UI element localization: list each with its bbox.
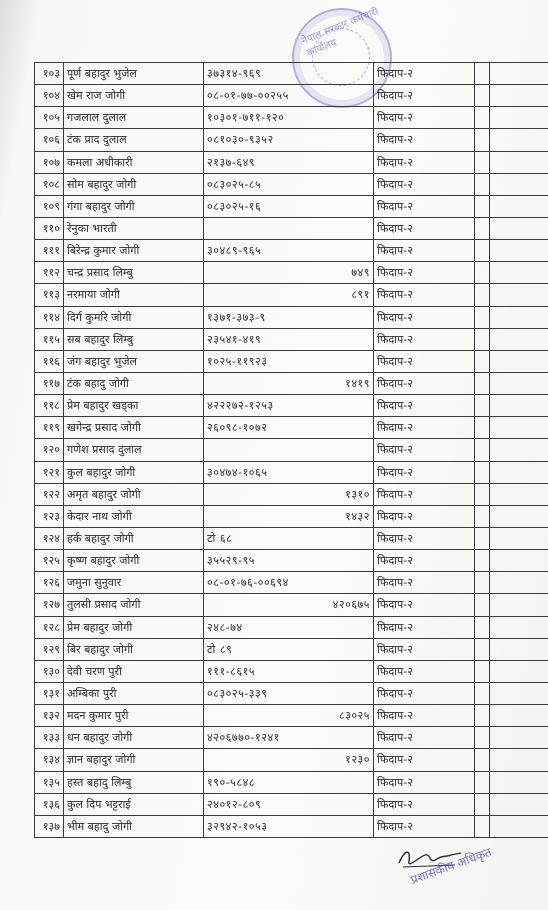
post-cell: फिदाप-२ bbox=[374, 173, 475, 195]
post-cell: फिदाप-२ bbox=[374, 705, 475, 727]
blank-cell bbox=[490, 173, 548, 195]
serial-number-cell: १३७ bbox=[35, 815, 64, 837]
citizenship-number-cell: ३०४८९-९६५ bbox=[204, 240, 374, 262]
name-cell: गणेश प्रसाद दुलाल bbox=[64, 439, 204, 461]
blank-cell bbox=[490, 616, 548, 638]
table-row bbox=[35, 306, 548, 328]
blank-cell bbox=[490, 395, 548, 417]
post-cell: फिदाप-२ bbox=[374, 417, 475, 439]
blank-cell bbox=[475, 550, 490, 572]
name-cell: जमुना सुनुवार bbox=[64, 572, 204, 594]
blank-cell bbox=[490, 505, 548, 527]
serial-number-cell: ११५ bbox=[35, 328, 64, 350]
citizenship-number-cell: २४८-७४ bbox=[204, 616, 374, 638]
citizenship-number-cell: १३१० bbox=[204, 483, 374, 505]
blank-cell bbox=[475, 129, 490, 151]
blank-cell bbox=[475, 328, 490, 350]
table-row bbox=[35, 572, 548, 594]
citizenship-number-cell: ३७३१४-९६९ bbox=[204, 63, 374, 85]
citizenship-number-cell: २३५४१-४१९ bbox=[204, 328, 374, 350]
citizenship-number-cell: ७४९ bbox=[204, 262, 374, 284]
blank-cell bbox=[475, 306, 490, 328]
blank-cell bbox=[475, 63, 490, 85]
table-row bbox=[35, 505, 548, 527]
serial-number-cell: ११४ bbox=[35, 306, 64, 328]
post-cell: फिदाप-२ bbox=[374, 594, 475, 616]
table-row bbox=[35, 705, 548, 727]
blank-cell bbox=[490, 682, 548, 704]
blank-cell bbox=[475, 240, 490, 262]
citizenship-number-cell: १२३० bbox=[204, 749, 374, 771]
post-cell: फिदाप-२ bbox=[374, 572, 475, 594]
post-cell: फिदाप-२ bbox=[374, 217, 475, 239]
employee-ledger-table bbox=[34, 62, 548, 838]
post-cell: फिदाप-२ bbox=[374, 395, 475, 417]
post-cell: फिदाप-२ bbox=[374, 682, 475, 704]
blank-cell bbox=[475, 173, 490, 195]
blank-cell bbox=[475, 705, 490, 727]
blank-cell bbox=[490, 660, 548, 682]
blank-cell bbox=[475, 217, 490, 239]
name-cell: तुलसी प्रसाद जोगी bbox=[64, 594, 204, 616]
table-row bbox=[35, 616, 548, 638]
serial-number-cell: १३५ bbox=[35, 771, 64, 793]
citizenship-number-cell: २६०९८-१०७२ bbox=[204, 417, 374, 439]
post-cell: फिदाप-२ bbox=[374, 328, 475, 350]
table-row bbox=[35, 417, 548, 439]
name-cell: पूर्ण बहादुर भुजेल bbox=[64, 63, 204, 85]
name-cell: हस्त बहादु लिम्बु bbox=[64, 771, 204, 793]
name-cell: अम्बिका पुरी bbox=[64, 682, 204, 704]
table-row bbox=[35, 682, 548, 704]
blank-cell bbox=[475, 372, 490, 394]
citizenship-number-cell: ०८३०२५-३३९ bbox=[204, 682, 374, 704]
table-row bbox=[35, 594, 548, 616]
citizenship-number-cell: ४२०६७५ bbox=[204, 594, 374, 616]
citizenship-number-cell: ०८-०१-७७-००२५५ bbox=[204, 85, 374, 107]
blank-cell bbox=[475, 350, 490, 372]
table-row bbox=[35, 350, 548, 372]
table-row bbox=[35, 129, 548, 151]
blank-cell bbox=[475, 527, 490, 549]
citizenship-number-cell: ४२०६७७०-१२४१ bbox=[204, 727, 374, 749]
post-cell: फिदाप-२ bbox=[374, 284, 475, 306]
serial-number-cell: १०६ bbox=[35, 129, 64, 151]
name-cell: कुल दिप भट्टराई bbox=[64, 793, 204, 815]
name-cell: कृष्ण बहादुर जोगी bbox=[64, 550, 204, 572]
blank-cell bbox=[475, 151, 490, 173]
serial-number-cell: १०५ bbox=[35, 107, 64, 129]
serial-number-cell: ११८ bbox=[35, 395, 64, 417]
name-cell: प्रेम बहादुर जोगी bbox=[64, 616, 204, 638]
blank-cell bbox=[490, 461, 548, 483]
post-cell: फिदाप-२ bbox=[374, 550, 475, 572]
name-cell: नरमाया जोगी bbox=[64, 284, 204, 306]
name-cell: प्रेम बहादुर खड्का bbox=[64, 395, 204, 417]
table-row bbox=[35, 461, 548, 483]
post-cell: फिदाप-२ bbox=[374, 815, 475, 837]
blank-cell bbox=[475, 616, 490, 638]
table-row bbox=[35, 85, 548, 107]
serial-number-cell: १२० bbox=[35, 439, 64, 461]
blank-cell bbox=[475, 483, 490, 505]
table-row bbox=[35, 395, 548, 417]
post-cell: फिदाप-२ bbox=[374, 439, 475, 461]
blank-cell bbox=[475, 505, 490, 527]
post-cell: फिदाप-२ bbox=[374, 793, 475, 815]
table-row bbox=[35, 372, 548, 394]
post-cell: फिदाप-२ bbox=[374, 63, 475, 85]
blank-cell bbox=[490, 328, 548, 350]
serial-number-cell: १२८ bbox=[35, 616, 64, 638]
citizenship-number-cell: १९०-५८४८ bbox=[204, 771, 374, 793]
serial-number-cell: १२९ bbox=[35, 638, 64, 660]
post-cell: फिदाप-२ bbox=[374, 107, 475, 129]
name-cell: कमला अधीकारी bbox=[64, 151, 204, 173]
name-cell: जंग बहादुर भुजेल bbox=[64, 350, 204, 372]
table-row bbox=[35, 107, 548, 129]
citizenship-number-cell: ४२२२७२-१२५३ bbox=[204, 395, 374, 417]
blank-cell bbox=[475, 749, 490, 771]
serial-number-cell: १२१ bbox=[35, 461, 64, 483]
name-cell: केदार नाथ जोगी bbox=[64, 505, 204, 527]
name-cell: कुल बहादुर जोगी bbox=[64, 461, 204, 483]
blank-cell bbox=[490, 550, 548, 572]
citizenship-number-cell: ०८३०२५-१६ bbox=[204, 195, 374, 217]
blank-cell bbox=[490, 793, 548, 815]
blank-cell bbox=[475, 395, 490, 417]
table-row bbox=[35, 328, 548, 350]
post-cell: फिदाप-२ bbox=[374, 195, 475, 217]
post-cell: फिदाप-२ bbox=[374, 616, 475, 638]
name-cell: दिर्ग कुमरि जोगी bbox=[64, 306, 204, 328]
blank-cell bbox=[475, 262, 490, 284]
post-cell: फिदाप-२ bbox=[374, 638, 475, 660]
citizenship-number-cell bbox=[204, 217, 374, 239]
post-cell: फिदाप-२ bbox=[374, 151, 475, 173]
serial-number-cell: १३४ bbox=[35, 749, 64, 771]
blank-cell bbox=[490, 705, 548, 727]
name-cell: चन्द्र प्रसाद लिम्बु bbox=[64, 262, 204, 284]
name-cell: सोम बहादुर जोगी bbox=[64, 173, 204, 195]
post-cell: फिदाप-२ bbox=[374, 350, 475, 372]
serial-number-cell: १०३ bbox=[35, 63, 64, 85]
ledger-body bbox=[35, 63, 548, 838]
citizenship-number-cell: ३५५२९-९५ bbox=[204, 550, 374, 572]
serial-number-cell: १११ bbox=[35, 240, 64, 262]
citizenship-number-cell: १११-८६१५ bbox=[204, 660, 374, 682]
post-cell: फिदाप-२ bbox=[374, 749, 475, 771]
serial-number-cell: १२७ bbox=[35, 594, 64, 616]
post-cell: फिदाप-२ bbox=[374, 660, 475, 682]
name-cell: धन बहादुर जोगी bbox=[64, 727, 204, 749]
blank-cell bbox=[475, 572, 490, 594]
table-row bbox=[35, 240, 548, 262]
serial-number-cell: १३६ bbox=[35, 793, 64, 815]
name-cell: गंगा बहादुर जोगी bbox=[64, 195, 204, 217]
blank-cell bbox=[490, 129, 548, 151]
table-row bbox=[35, 217, 548, 239]
table-row bbox=[35, 284, 548, 306]
serial-number-cell: १२५ bbox=[35, 550, 64, 572]
name-cell: सब बहादुर लिम्बु bbox=[64, 328, 204, 350]
table-row bbox=[35, 660, 548, 682]
blank-cell bbox=[490, 63, 548, 85]
citizenship-number-cell: टो ८९ bbox=[204, 638, 374, 660]
serial-number-cell: १२४ bbox=[35, 527, 64, 549]
post-cell: फिदाप-२ bbox=[374, 505, 475, 527]
serial-number-cell: १०९ bbox=[35, 195, 64, 217]
blank-cell bbox=[475, 727, 490, 749]
serial-number-cell: १०७ bbox=[35, 151, 64, 173]
blank-cell bbox=[490, 217, 548, 239]
blank-cell bbox=[490, 749, 548, 771]
serial-number-cell: १३३ bbox=[35, 727, 64, 749]
citizenship-number-cell: १४१९ bbox=[204, 372, 374, 394]
serial-number-cell: १३१ bbox=[35, 682, 64, 704]
blank-cell bbox=[490, 771, 548, 793]
name-cell: खेम राज जोगी bbox=[64, 85, 204, 107]
serial-number-cell: ११३ bbox=[35, 284, 64, 306]
citizenship-number-cell: १०२५-११९२३ bbox=[204, 350, 374, 372]
table-row bbox=[35, 638, 548, 660]
citizenship-number-cell: ०८-०१-७६-००६९४ bbox=[204, 572, 374, 594]
table-row bbox=[35, 749, 548, 771]
citizenship-number-cell: १३७१-३७३-९ bbox=[204, 306, 374, 328]
seal-text: नेपाल सरकार कर्मचारी कार्यालय bbox=[300, 6, 381, 60]
blank-cell bbox=[475, 594, 490, 616]
blank-cell bbox=[490, 372, 548, 394]
table-row bbox=[35, 483, 548, 505]
citizenship-number-cell: २१३७-६४९ bbox=[204, 151, 374, 173]
blank-cell bbox=[475, 107, 490, 129]
citizenship-number-cell: ०८३०२५-८५ bbox=[204, 173, 374, 195]
blank-cell bbox=[490, 240, 548, 262]
post-cell: फिदाप-२ bbox=[374, 527, 475, 549]
name-cell: बिरेन्द्र कुमार जोगी bbox=[64, 240, 204, 262]
blank-cell bbox=[475, 195, 490, 217]
table-row bbox=[35, 815, 548, 837]
name-cell: अमृत बहादुर जोगी bbox=[64, 483, 204, 505]
blank-cell bbox=[490, 306, 548, 328]
blank-cell bbox=[475, 638, 490, 660]
post-cell: फिदाप-२ bbox=[374, 483, 475, 505]
serial-number-cell: १०४ bbox=[35, 85, 64, 107]
blank-cell bbox=[490, 527, 548, 549]
blank-cell bbox=[490, 417, 548, 439]
citizenship-number-cell: टो ६८ bbox=[204, 527, 374, 549]
citizenship-number-cell: १०३०१-७११-१२० bbox=[204, 107, 374, 129]
citizenship-number-cell: १४३२ bbox=[204, 505, 374, 527]
name-cell: टंक बहादु जोगी bbox=[64, 372, 204, 394]
name-cell: हर्क बहादुर जोगी bbox=[64, 527, 204, 549]
serial-number-cell: ११२ bbox=[35, 262, 64, 284]
blank-cell bbox=[490, 439, 548, 461]
serial-number-cell: १२६ bbox=[35, 572, 64, 594]
blank-cell bbox=[490, 85, 548, 107]
table-row bbox=[35, 262, 548, 284]
name-cell: टंक प्राद दुलाल bbox=[64, 129, 204, 151]
name-cell: बिर बहादुर जोगी bbox=[64, 638, 204, 660]
table-row bbox=[35, 771, 548, 793]
blank-cell bbox=[490, 572, 548, 594]
blank-cell bbox=[490, 262, 548, 284]
post-cell: फिदाप-२ bbox=[374, 262, 475, 284]
post-cell: फिदाप-२ bbox=[374, 240, 475, 262]
post-cell: फिदाप-२ bbox=[374, 85, 475, 107]
officer-stamp: प्रशासकीय अधिकृत bbox=[408, 844, 494, 888]
serial-number-cell: १३२ bbox=[35, 705, 64, 727]
citizenship-number-cell bbox=[204, 439, 374, 461]
post-cell: फिदाप-२ bbox=[374, 727, 475, 749]
serial-number-cell: १२३ bbox=[35, 505, 64, 527]
name-cell: रेनुका भारती bbox=[64, 217, 204, 239]
post-cell: फिदाप-२ bbox=[374, 306, 475, 328]
citizenship-number-cell: ०८१०३०-९३५२ bbox=[204, 129, 374, 151]
blank-cell bbox=[490, 594, 548, 616]
name-cell: देवी चरण पुरी bbox=[64, 660, 204, 682]
blank-cell bbox=[475, 461, 490, 483]
blank-cell bbox=[475, 439, 490, 461]
blank-cell bbox=[475, 682, 490, 704]
blank-cell bbox=[490, 727, 548, 749]
serial-number-cell: १२२ bbox=[35, 483, 64, 505]
blank-cell bbox=[475, 85, 490, 107]
table-row bbox=[35, 550, 548, 572]
blank-cell bbox=[490, 815, 548, 837]
blank-cell bbox=[490, 483, 548, 505]
post-cell: फिदाप-२ bbox=[374, 129, 475, 151]
blank-cell bbox=[490, 284, 548, 306]
table-row bbox=[35, 151, 548, 173]
post-cell: फिदाप-२ bbox=[374, 372, 475, 394]
serial-number-cell: ११६ bbox=[35, 350, 64, 372]
citizenship-number-cell: ३०४७४-१०६५ bbox=[204, 461, 374, 483]
citizenship-number-cell: ८३०२५ bbox=[204, 705, 374, 727]
blank-cell bbox=[490, 350, 548, 372]
blank-cell bbox=[490, 107, 548, 129]
citizenship-number-cell: ८९१ bbox=[204, 284, 374, 306]
serial-number-cell: १०८ bbox=[35, 173, 64, 195]
blank-cell bbox=[475, 793, 490, 815]
name-cell: खगेन्द्र प्रसाद जोगी bbox=[64, 417, 204, 439]
table-row bbox=[35, 527, 548, 549]
blank-cell bbox=[490, 151, 548, 173]
name-cell: मदन कुमार पुरी bbox=[64, 705, 204, 727]
name-cell: भीम बहादु जोगी bbox=[64, 815, 204, 837]
serial-number-cell: ११७ bbox=[35, 372, 64, 394]
table-row bbox=[35, 173, 548, 195]
serial-number-cell: १३० bbox=[35, 660, 64, 682]
name-cell: गजलाल दुलाल bbox=[64, 107, 204, 129]
name-cell: ज्ञान बहादुर जोगी bbox=[64, 749, 204, 771]
blank-cell bbox=[475, 815, 490, 837]
serial-number-cell: ११९ bbox=[35, 417, 64, 439]
table-row bbox=[35, 439, 548, 461]
blank-cell bbox=[475, 771, 490, 793]
citizenship-number-cell: २४०१२-८०९ bbox=[204, 793, 374, 815]
blank-cell bbox=[490, 195, 548, 217]
blank-cell bbox=[475, 660, 490, 682]
table-row bbox=[35, 793, 548, 815]
blank-cell bbox=[475, 417, 490, 439]
table-row bbox=[35, 727, 548, 749]
post-cell: फिदाप-२ bbox=[374, 771, 475, 793]
citizenship-number-cell: ३२९४२-१०५३ bbox=[204, 815, 374, 837]
blank-cell bbox=[475, 284, 490, 306]
blank-cell bbox=[490, 638, 548, 660]
table-row bbox=[35, 63, 548, 85]
post-cell: फिदाप-२ bbox=[374, 461, 475, 483]
table-row bbox=[35, 195, 548, 217]
serial-number-cell: ११० bbox=[35, 217, 64, 239]
